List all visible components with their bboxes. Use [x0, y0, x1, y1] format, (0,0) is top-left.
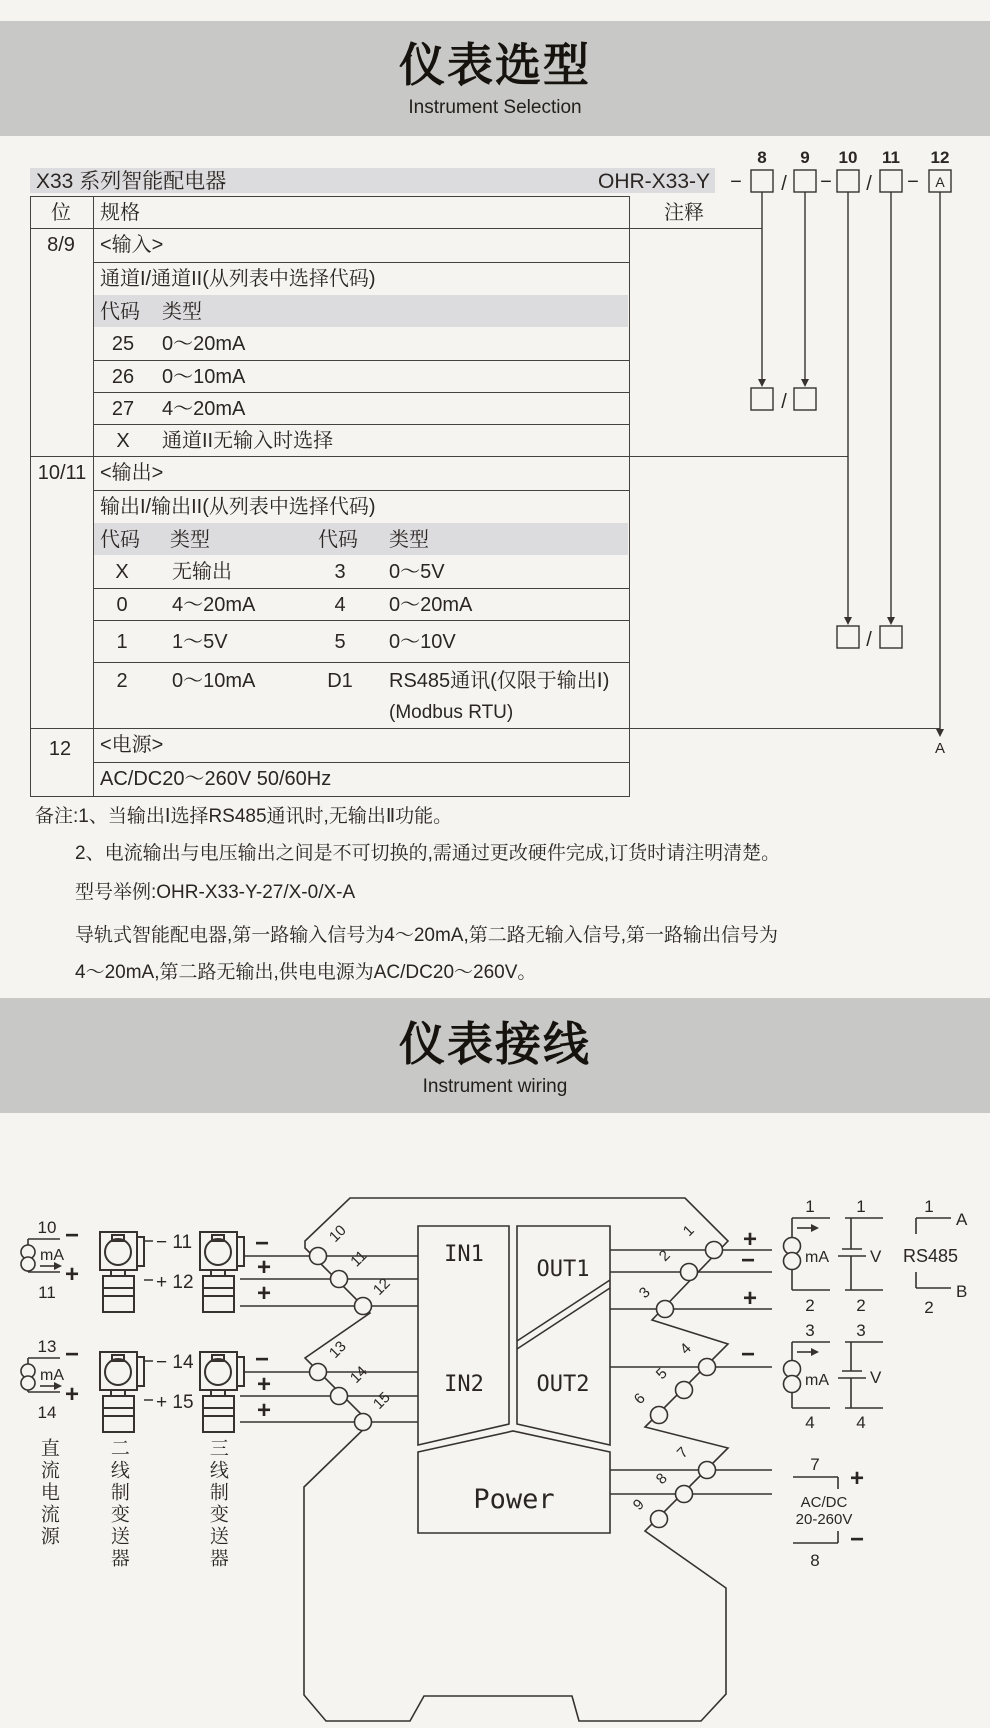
output-code-2: D1: [327, 670, 353, 692]
tw1-top: − 11: [156, 1232, 193, 1253]
terminal-14: 14: [346, 1362, 371, 1387]
selection-subtitle: Instrument Selection: [408, 97, 582, 118]
two-wire-transmitter-icon: [100, 1232, 144, 1312]
terminal-13: 13: [325, 1337, 350, 1362]
tx3-sign-minus: −: [254, 1230, 270, 1257]
output-title: <输出>: [100, 462, 164, 484]
load2-ma-bottom: 4: [805, 1413, 815, 1432]
terminal-4: 4: [676, 1339, 695, 1358]
note-5: 4～20mA,第二路无输出,供电电源为AC/DC20～260V。: [75, 962, 537, 983]
input-type: 通道II无输入时选择: [162, 430, 334, 452]
load1-ma-top: 1: [805, 1197, 815, 1216]
psu-top-terminal: 7: [810, 1455, 820, 1474]
psu-plus: +: [850, 1465, 865, 1492]
load1-v-bottom: 2: [856, 1296, 866, 1315]
load1-ma-unit: mA: [805, 1249, 829, 1266]
model-code-diagram: [620, 128, 990, 778]
dc2-unit: mA: [40, 1367, 64, 1384]
dc1-unit: mA: [40, 1247, 64, 1264]
output-type-1: 4～20mA: [172, 594, 256, 616]
input-title: <输入>: [100, 234, 164, 256]
rs485-top-terminal: 1: [924, 1197, 934, 1216]
dc2-top-terminal: 13: [37, 1337, 57, 1356]
terminal-9: 9: [629, 1495, 648, 1514]
output-type-2: 0～10V: [389, 631, 456, 653]
sep-dash: −: [820, 171, 832, 193]
out2-minus: −: [740, 1341, 756, 1368]
output-code-2: 4: [334, 594, 346, 616]
terminal-3: 3: [635, 1283, 654, 1302]
dc1-top-terminal: 10: [37, 1218, 57, 1237]
tx3-sign-minus: −: [254, 1346, 270, 1373]
terminal-11: 11: [347, 1247, 371, 1271]
output-type-2b: (Modbus RTU): [389, 702, 514, 723]
note-4: 导轨式智能配电器,第一路输入信号为4～20mA,第二路无输入信号,第一路输出信号为: [75, 925, 779, 946]
out1-plus: +: [742, 1226, 758, 1253]
sep-dash: −: [730, 171, 742, 193]
note-3: 型号举例:OHR-X33-Y-27/X-0/X-A: [75, 882, 356, 903]
input-type: 0～20mA: [162, 333, 246, 355]
input-type: 0～10mA: [162, 366, 246, 388]
terminal-1: 1: [679, 1221, 698, 1240]
tw2-top: − 14: [156, 1352, 194, 1373]
table-border-left: [30, 196, 31, 796]
three-wire-transmitter-icon: [200, 1232, 244, 1312]
table-divider-pos: [93, 196, 94, 796]
digit-label-9: 9: [800, 148, 810, 167]
input-code: X: [116, 430, 130, 452]
load1-v-unit: V: [870, 1247, 882, 1266]
input-code: 25: [111, 333, 135, 355]
out2-plus: +: [742, 1285, 758, 1312]
terminal-7: 7: [673, 1443, 692, 1462]
table-line: [93, 392, 629, 393]
selection-banner: [0, 21, 990, 136]
load2-v-top: 3: [856, 1321, 866, 1340]
dc2-minus: −: [64, 1341, 80, 1368]
output-type-2: 0～20mA: [389, 594, 473, 616]
terminal-8: 8: [652, 1469, 671, 1488]
legend-dc-source: 直流电流源: [37, 1438, 59, 1548]
table-line: [93, 424, 629, 425]
table-line: [93, 360, 629, 361]
wiring-diagram: [0, 1113, 990, 1728]
table-line: [93, 490, 629, 491]
rs485-b-label: B: [956, 1282, 968, 1301]
tx3-sign-plus: +: [256, 1397, 272, 1424]
output-subtitle: 输出I/输出II(从列表中选择代码): [100, 496, 376, 518]
power-title: <电源>: [100, 734, 164, 756]
output-code-1: 1: [116, 631, 128, 653]
load2-ma: [784, 1321, 831, 1432]
pair-slash: /: [866, 629, 872, 651]
psu-minus: −: [850, 1526, 865, 1553]
table-line: [93, 620, 629, 621]
load1-v: [838, 1197, 883, 1315]
current-arrow-icon: [811, 1224, 819, 1232]
dc1-minus: −: [64, 1222, 80, 1249]
pos-8-9: 8/9: [47, 234, 75, 256]
tx3-sign-plus: +: [256, 1280, 272, 1307]
input-subtitle: 通道I/通道II(从列表中选择代码): [100, 268, 376, 290]
tx3-sign-plus: +: [256, 1371, 272, 1398]
table-line: [93, 662, 629, 663]
input-code: 27: [111, 398, 135, 420]
pair-slash: /: [781, 391, 787, 413]
output-code-header-1: 代码: [100, 529, 140, 551]
three-wire-transmitter-icon: [200, 1352, 244, 1432]
dc-source-2: [21, 1337, 79, 1422]
digit-label-10: 10: [838, 148, 858, 167]
col-header-pos: 位: [51, 202, 71, 224]
wiring-banner: [0, 998, 990, 1113]
model-code: OHR-X33-Y: [598, 170, 711, 193]
wiring-title: 仪表接线: [399, 1018, 591, 1070]
terminal-15: 15: [369, 1388, 394, 1413]
note-1: 备注:1、当输出Ⅰ选择RS485通讯时,无输出Ⅱ功能。: [35, 806, 453, 827]
module-out2-label: OUT2: [536, 1372, 590, 1397]
arrowheads: [758, 379, 944, 737]
output-code-1: 0: [116, 594, 128, 616]
two-wire-transmitter-icon: [100, 1352, 144, 1432]
legend-two-wire: 二线制变送器: [107, 1438, 129, 1570]
module-power-label: Power: [473, 1484, 555, 1515]
load2-ma-unit: mA: [805, 1372, 829, 1389]
current-arrow-icon: [811, 1348, 819, 1356]
legend-three-wire: 三线制变送器: [206, 1438, 228, 1570]
sep-slash: /: [781, 173, 787, 195]
load2-v: [838, 1321, 883, 1432]
digit-label-11: 11: [882, 148, 900, 167]
load1-ma: [784, 1197, 831, 1315]
output-code-2: 5: [334, 631, 346, 653]
out1-minus: −: [740, 1247, 756, 1274]
sep-slash: /: [866, 173, 872, 195]
tw1-stubs: [144, 1241, 153, 1280]
output-type-header-2: 类型: [389, 529, 429, 551]
load2-v-bottom: 4: [856, 1413, 866, 1432]
input-type-header: 类型: [162, 301, 202, 323]
module-in1-label: IN1: [444, 1242, 484, 1267]
col-header-note: 注释: [664, 202, 704, 224]
pos-10-11: 10/11: [37, 462, 87, 484]
dc2-bottom-terminal: 14: [37, 1403, 57, 1422]
terminal-12: 12: [369, 1274, 394, 1299]
output-code-2: 3: [334, 561, 346, 583]
power-arrow-label: A: [934, 740, 946, 757]
input-type: 4～20mA: [162, 398, 246, 420]
digit-label-8: 8: [757, 148, 767, 167]
output-code-header-2: 代码: [318, 529, 358, 551]
tw1-bottom: + 12: [156, 1272, 194, 1293]
series-name: X33 系列智能配电器: [36, 170, 227, 193]
psu-line1: AC/DC: [800, 1494, 848, 1511]
table-line: [93, 762, 629, 763]
terminal-6: 6: [630, 1389, 649, 1408]
load2-ma-top: 3: [805, 1321, 815, 1340]
output-code-1: X: [115, 561, 129, 583]
output-type-2: 0～5V: [389, 561, 445, 583]
dc-source-1: [21, 1218, 79, 1302]
digit-label-12: 12: [930, 148, 950, 167]
box12-value: A: [935, 174, 945, 190]
module-outline: [304, 1198, 728, 1721]
rs485-bottom-terminal: 2: [924, 1298, 934, 1317]
rs485-label: RS485: [903, 1246, 959, 1266]
table-line: [93, 588, 629, 589]
psu-bottom-terminal: 8: [810, 1551, 820, 1570]
output-type-1: 1～5V: [172, 631, 228, 653]
terminal-10: 10: [325, 1221, 350, 1246]
output-type-2: RS485通讯(仅限于输出Ⅰ): [389, 670, 610, 692]
tw2-bottom: + 15: [156, 1392, 194, 1413]
table-line: [93, 262, 629, 263]
psu-block: [793, 1455, 864, 1570]
note-2: 2、电流输出与电压输出之间是不可切换的,需通过更改硬件完成,订货时请注明清楚。: [75, 843, 781, 864]
wiring-subtitle: Instrument wiring: [422, 1076, 568, 1097]
tx3-sign-plus: +: [256, 1254, 272, 1281]
input-code-header: 代码: [100, 301, 140, 323]
rs485-a-label: A: [956, 1210, 968, 1229]
output-type-1: 0～10mA: [172, 670, 256, 692]
load1-v-top: 1: [856, 1197, 866, 1216]
dc1-plus: +: [64, 1261, 80, 1288]
selection-title: 仪表选型: [399, 39, 591, 91]
dc2-plus: +: [64, 1381, 80, 1408]
dc1-bottom-terminal: 11: [38, 1283, 56, 1302]
terminal-5: 5: [652, 1364, 671, 1383]
pos-12: 12: [48, 738, 72, 760]
terminal-2: 2: [655, 1246, 674, 1265]
sep-dash: −: [907, 171, 919, 193]
module-out1-label: OUT1: [536, 1257, 590, 1282]
output-code-1: 2: [116, 670, 128, 692]
table-border-bottom: [30, 796, 630, 797]
load1-rs485: [903, 1197, 968, 1317]
output-type-header-1: 类型: [170, 529, 210, 551]
psu-line2: 20-260V: [795, 1511, 853, 1528]
module-in2-label: IN2: [444, 1372, 484, 1397]
tw2-stubs: [144, 1361, 153, 1400]
load1-ma-bottom: 2: [805, 1296, 815, 1315]
table-line: [30, 196, 630, 197]
power-value: AC/DC20～260V 50/60Hz: [100, 768, 332, 790]
load2-v-unit: V: [870, 1368, 882, 1387]
output-type-1: 无输出: [172, 561, 232, 583]
input-code: 26: [111, 366, 135, 388]
col-header-spec: 规格: [100, 202, 140, 224]
